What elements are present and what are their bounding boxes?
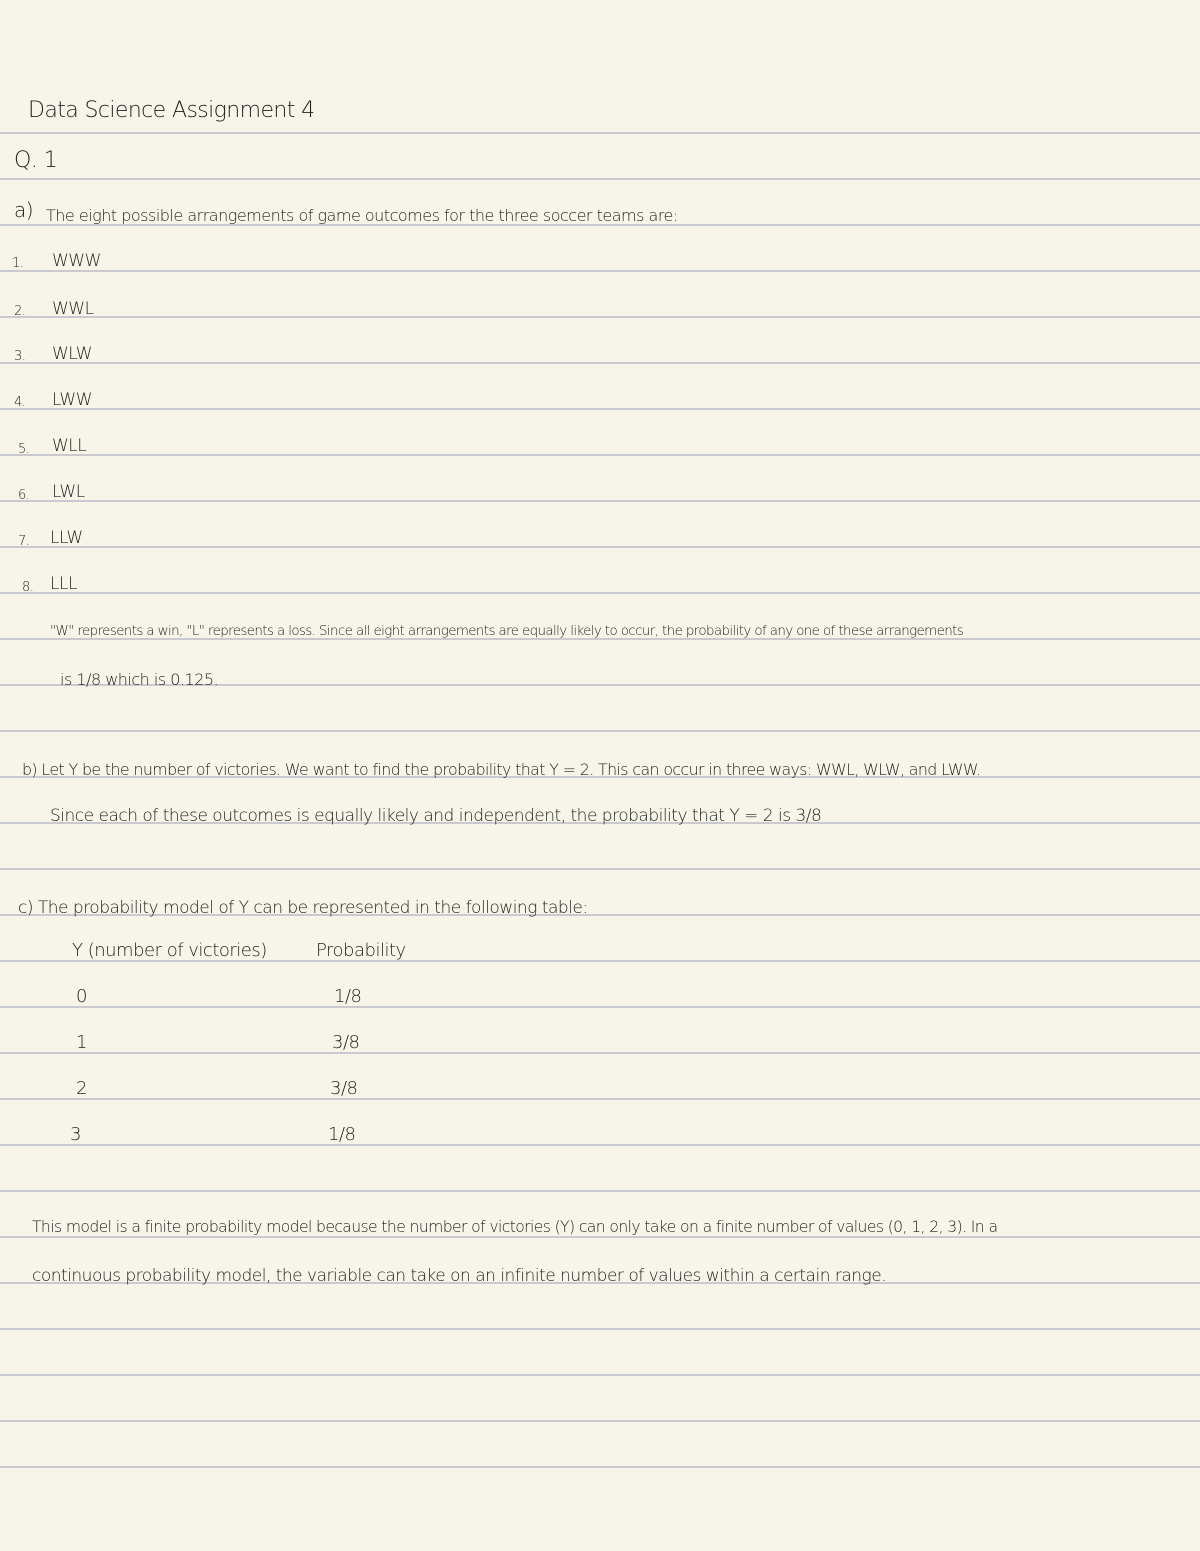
list-item-number: 3. [14, 349, 26, 364]
ruled-line [0, 868, 1200, 870]
list-item: LLW [50, 528, 83, 548]
table-header-probability: Probability [316, 940, 406, 961]
page-title: Data Science Assignment 4 [28, 98, 315, 123]
part-b-text: b) Let Y be the number of victories. We want to find the probability that Y = 2. This can occur in three ways: WWL, WLW, and LWW. [22, 760, 981, 779]
ruled-line [0, 1328, 1200, 1330]
list-item-number: 4. [14, 395, 26, 410]
ruled-line [0, 1236, 1200, 1238]
list-item: WLL [52, 436, 87, 456]
list-item: LWW [52, 390, 93, 410]
conclusion-text: This model is a finite probability model because the number of victories (Y) can only take on a finite number of values (0, 1, 2, 3). In a [32, 1218, 998, 1236]
part-a-explanation: "W" represents a win, "L" represents a loss. Since all eight arrangements are equally likely to occur, the probability of any one of these arrangements [50, 624, 964, 639]
list-item-number: 2. [14, 304, 26, 319]
part-b-text-cont: Since each of these outcomes is equally likely and independent, the probability that Y = 2 is 3/8 [50, 806, 822, 826]
list-item: LLL [50, 574, 77, 594]
list-item: LWL [52, 482, 85, 502]
list-item-number: 8. [22, 580, 34, 595]
list-item: WWW [52, 251, 101, 271]
list-item-number: 5. [18, 442, 30, 457]
part-a-explanation-cont: is 1/8 which is 0.125. [60, 670, 219, 689]
ruled-line [0, 132, 1200, 134]
ruled-line [0, 592, 1200, 594]
ruled-line [0, 1006, 1200, 1008]
part-a-label: a) [14, 198, 34, 222]
table-cell-y: 0 [76, 986, 87, 1007]
ruled-line [0, 546, 1200, 548]
ruled-line [0, 270, 1200, 272]
ruled-line [0, 1466, 1200, 1468]
table-cell-p: 1/8 [334, 986, 362, 1007]
list-item: WLW [52, 344, 93, 364]
ruled-line [0, 408, 1200, 410]
table-cell-p: 3/8 [332, 1032, 360, 1053]
part-c-intro: c) The probability model of Y can be represented in the following table: [18, 898, 588, 918]
part-a-intro: The eight possible arrangements of game outcomes for the three soccer teams are: [46, 206, 678, 225]
table-cell-y: 2 [76, 1078, 87, 1099]
ruled-line [0, 454, 1200, 456]
table-cell-y: 1 [76, 1032, 87, 1053]
ruled-line [0, 730, 1200, 732]
table-cell-p: 1/8 [328, 1124, 356, 1145]
ruled-line [0, 500, 1200, 502]
ruled-line [0, 1052, 1200, 1054]
list-item: WWL [52, 299, 94, 319]
conclusion-text-cont: continuous probability model, the variable can take on an infinite number of values within a certain range. [32, 1266, 887, 1286]
list-item-number: 6. [18, 488, 30, 503]
ruled-line [0, 1098, 1200, 1100]
ruled-line [0, 1420, 1200, 1422]
ruled-line [0, 1374, 1200, 1376]
ruled-line [0, 1190, 1200, 1192]
table-header-y: Y (number of victories) [72, 940, 267, 961]
table-cell-y: 3 [70, 1124, 81, 1145]
ruled-line [0, 362, 1200, 364]
ruled-line [0, 178, 1200, 180]
table-cell-p: 3/8 [330, 1078, 358, 1099]
question-label: Q. 1 [14, 148, 58, 173]
list-item-number: 7. [18, 534, 30, 549]
ruled-line [0, 1144, 1200, 1146]
list-item-number: 1. [12, 256, 24, 271]
ruled-line [0, 316, 1200, 318]
